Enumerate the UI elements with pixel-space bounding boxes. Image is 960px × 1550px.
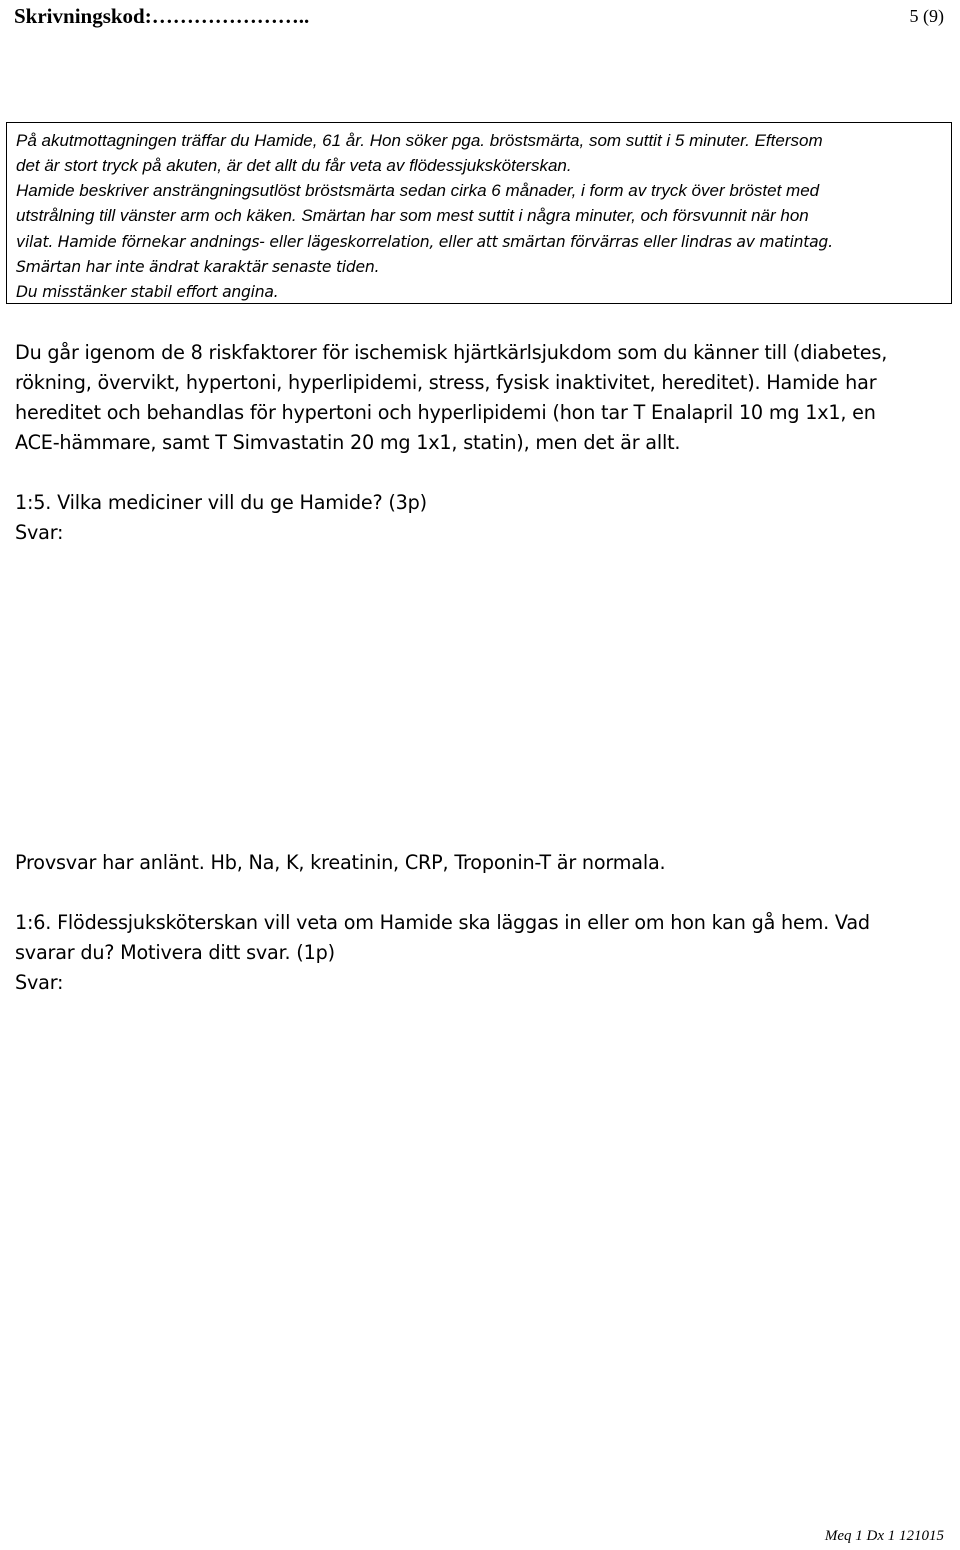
question-text: 1:5. Vilka mediciner vill du ge Hamide? (3p)	[15, 491, 427, 514]
answer-label: Svar:	[15, 971, 64, 994]
footer-code: Meq 1 Dx 1 121015	[824, 1528, 944, 1544]
lab-results-text: Provsvar har anlänt. Hb, Na, K, kreatinin, CRP, Troponin-T är normala.	[15, 851, 666, 874]
question-text: 1:6. Flödessjuksköterskan vill veta om Hamide ska läggas in eller om hon kan gå hem. Vad	[15, 911, 870, 934]
case-line: Du misstänker stabil effort angina.	[16, 283, 279, 301]
case-line: Hamide beskriver ansträngningsutlöst bröstsmärta sedan cirka 6 månader, i form av tryck över bröstet med	[16, 181, 820, 200]
exam-code-label: Skrivningskod:…………………..	[14, 4, 310, 28]
case-line: vilat. Hamide förnekar andnings- eller lägeskorrelation, eller att smärtan förvärras eller lindras av matintag.	[16, 233, 833, 251]
paragraph-line: ACE-hämmare, samt T Simvastatin 20 mg 1x1, statin), men det är allt.	[15, 431, 681, 454]
case-line: Smärtan har inte ändrat karaktär senaste tiden.	[16, 258, 380, 276]
case-description-box	[6, 122, 952, 304]
paragraph-line: Du går igenom de 8 riskfaktorer för ischemisk hjärtkärlsjukdom som du känner till (diabetes,	[15, 341, 888, 364]
case-line: utstrålning till vänster arm och käken. Smärtan har som mest suttit i några minuter, och försvunnit när hon	[16, 206, 809, 225]
paragraph-line: rökning, övervikt, hypertoni, hyperlipidemi, stress, fysisk inaktivitet, hereditet). Hamide har	[15, 371, 877, 394]
page-number: 5 (9)	[909, 6, 944, 26]
paragraph-line: hereditet och behandlas för hypertoni och hyperlipidemi (hon tar T Enalapril 10 mg 1x1, en	[15, 401, 876, 424]
case-line: det är stort tryck på akuten, är det allt du får veta av flödessjuksköterskan.	[16, 156, 572, 175]
case-line: På akutmottagningen träffar du Hamide, 61 år. Hon söker pga. bröstsmärta, som suttit i 5 minuter. Eftersom	[16, 131, 823, 150]
question-text: svarar du? Motivera ditt svar. (1p)	[15, 941, 335, 964]
answer-label: Svar:	[15, 521, 64, 544]
